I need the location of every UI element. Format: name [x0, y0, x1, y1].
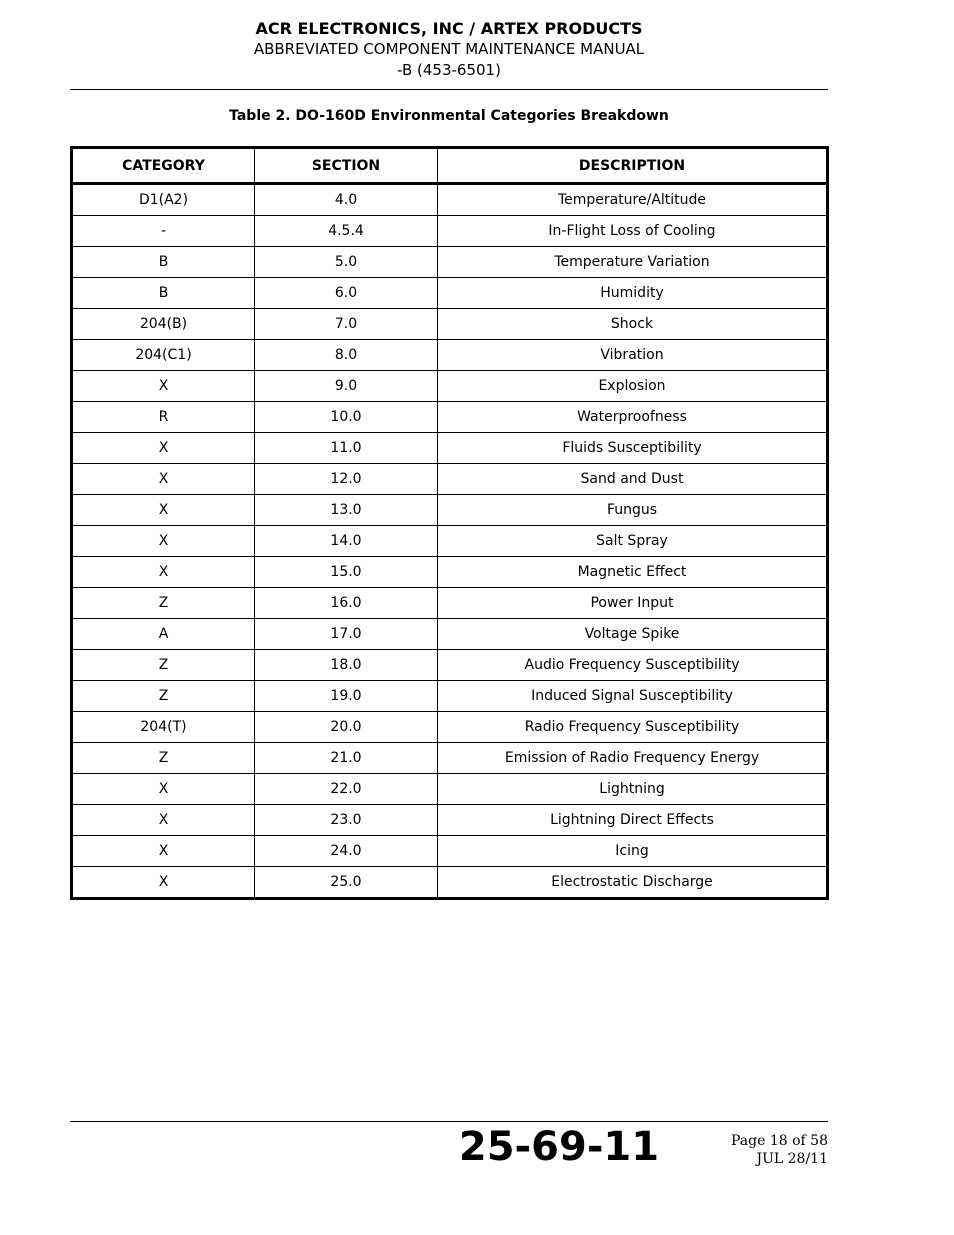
- description-cell: Radio Frequency Susceptibility: [438, 712, 828, 743]
- section-cell: 13.0: [255, 495, 438, 526]
- section-cell: 6.0: [255, 278, 438, 309]
- section-cell: 16.0: [255, 588, 438, 619]
- table-row: [72, 495, 828, 526]
- category-cell: X: [72, 836, 255, 867]
- section-cell: 9.0: [255, 371, 438, 402]
- description-cell: Salt Spray: [438, 526, 828, 557]
- description-cell: Induced Signal Susceptibility: [438, 681, 828, 712]
- column-header-category: CATEGORY: [72, 148, 255, 184]
- table-row: [72, 184, 828, 216]
- section-cell: 7.0: [255, 309, 438, 340]
- description-cell: Fungus: [438, 495, 828, 526]
- description-cell: In-Flight Loss of Cooling: [438, 216, 828, 247]
- header-divider: [70, 89, 828, 90]
- table-row: [72, 619, 828, 650]
- description-cell: Explosion: [438, 371, 828, 402]
- table-row: [72, 867, 828, 899]
- category-cell: X: [72, 774, 255, 805]
- description-cell: Lightning Direct Effects: [438, 805, 828, 836]
- section-cell: 4.0: [255, 184, 438, 216]
- table-row: [72, 340, 828, 371]
- page-number: Page 18 of 58: [731, 1133, 828, 1149]
- section-cell: 19.0: [255, 681, 438, 712]
- section-cell: 21.0: [255, 743, 438, 774]
- category-cell: Z: [72, 650, 255, 681]
- table-row: [72, 278, 828, 309]
- description-cell: Voltage Spike: [438, 619, 828, 650]
- description-cell: Temperature/Altitude: [438, 184, 828, 216]
- section-cell: 14.0: [255, 526, 438, 557]
- table-row: [72, 712, 828, 743]
- document-number: 25-69-11: [458, 1124, 660, 1170]
- description-cell: Humidity: [438, 278, 828, 309]
- table-row: [72, 402, 828, 433]
- table-row: [72, 774, 828, 805]
- category-cell: B: [72, 278, 255, 309]
- table-row: [72, 216, 828, 247]
- table-row: [72, 371, 828, 402]
- table-row: [72, 743, 828, 774]
- description-cell: Lightning: [438, 774, 828, 805]
- category-cell: R: [72, 402, 255, 433]
- category-cell: Z: [72, 588, 255, 619]
- section-cell: 25.0: [255, 867, 438, 899]
- table-row: [72, 805, 828, 836]
- table-row: [72, 464, 828, 495]
- category-cell: 204(B): [72, 309, 255, 340]
- table-row: [72, 588, 828, 619]
- category-cell: A: [72, 619, 255, 650]
- description-cell: Waterproofness: [438, 402, 828, 433]
- description-cell: Emission of Radio Frequency Energy: [438, 743, 828, 774]
- description-cell: Audio Frequency Susceptibility: [438, 650, 828, 681]
- table-row: [72, 247, 828, 278]
- description-cell: Vibration: [438, 340, 828, 371]
- category-cell: Z: [72, 681, 255, 712]
- section-cell: 5.0: [255, 247, 438, 278]
- section-cell: 20.0: [255, 712, 438, 743]
- category-cell: X: [72, 371, 255, 402]
- table-header-row: [72, 148, 828, 184]
- part-number: -B (453-6501): [397, 61, 501, 79]
- category-cell: X: [72, 495, 255, 526]
- table-row: [72, 650, 828, 681]
- category-cell: X: [72, 464, 255, 495]
- description-cell: Electrostatic Discharge: [438, 867, 828, 899]
- category-cell: -: [72, 216, 255, 247]
- category-cell: Z: [72, 743, 255, 774]
- description-cell: Icing: [438, 836, 828, 867]
- column-header-section: SECTION: [255, 148, 438, 184]
- description-cell: Power Input: [438, 588, 828, 619]
- section-cell: 11.0: [255, 433, 438, 464]
- table-row: [72, 433, 828, 464]
- table-row: [72, 836, 828, 867]
- table-body: [72, 184, 828, 899]
- section-cell: 10.0: [255, 402, 438, 433]
- section-cell: 15.0: [255, 557, 438, 588]
- company-name: ACR ELECTRONICS, INC / ARTEX PRODUCTS: [255, 19, 643, 38]
- section-cell: 23.0: [255, 805, 438, 836]
- description-cell: Temperature Variation: [438, 247, 828, 278]
- section-cell: 8.0: [255, 340, 438, 371]
- category-cell: B: [72, 247, 255, 278]
- description-cell: Sand and Dust: [438, 464, 828, 495]
- description-cell: Magnetic Effect: [438, 557, 828, 588]
- section-cell: 18.0: [255, 650, 438, 681]
- footer-divider: [70, 1121, 828, 1122]
- category-cell: 204(C1): [72, 340, 255, 371]
- table-row: [72, 309, 828, 340]
- category-cell: X: [72, 867, 255, 899]
- category-cell: X: [72, 805, 255, 836]
- section-cell: 4.5.4: [255, 216, 438, 247]
- description-cell: Fluids Susceptibility: [438, 433, 828, 464]
- description-cell: Shock: [438, 309, 828, 340]
- category-cell: X: [72, 433, 255, 464]
- section-cell: 22.0: [255, 774, 438, 805]
- section-cell: 17.0: [255, 619, 438, 650]
- category-cell: D1(A2): [72, 184, 255, 216]
- revision-date: JUL 28/11: [756, 1151, 828, 1167]
- page-info: [731, 1132, 828, 1168]
- section-cell: 12.0: [255, 464, 438, 495]
- category-cell: X: [72, 526, 255, 557]
- table-title: Table 2. DO-160D Environmental Categories Breakdown: [229, 108, 669, 124]
- page-header: [70, 18, 828, 81]
- table-row: [72, 557, 828, 588]
- environmental-categories-table: [70, 146, 829, 900]
- table-row: [72, 526, 828, 557]
- section-cell: 24.0: [255, 836, 438, 867]
- table-row: [72, 681, 828, 712]
- category-cell: X: [72, 557, 255, 588]
- manual-title: ABBREVIATED COMPONENT MAINTENANCE MANUAL: [253, 40, 645, 58]
- column-header-description: DESCRIPTION: [438, 148, 828, 184]
- category-cell: 204(T): [72, 712, 255, 743]
